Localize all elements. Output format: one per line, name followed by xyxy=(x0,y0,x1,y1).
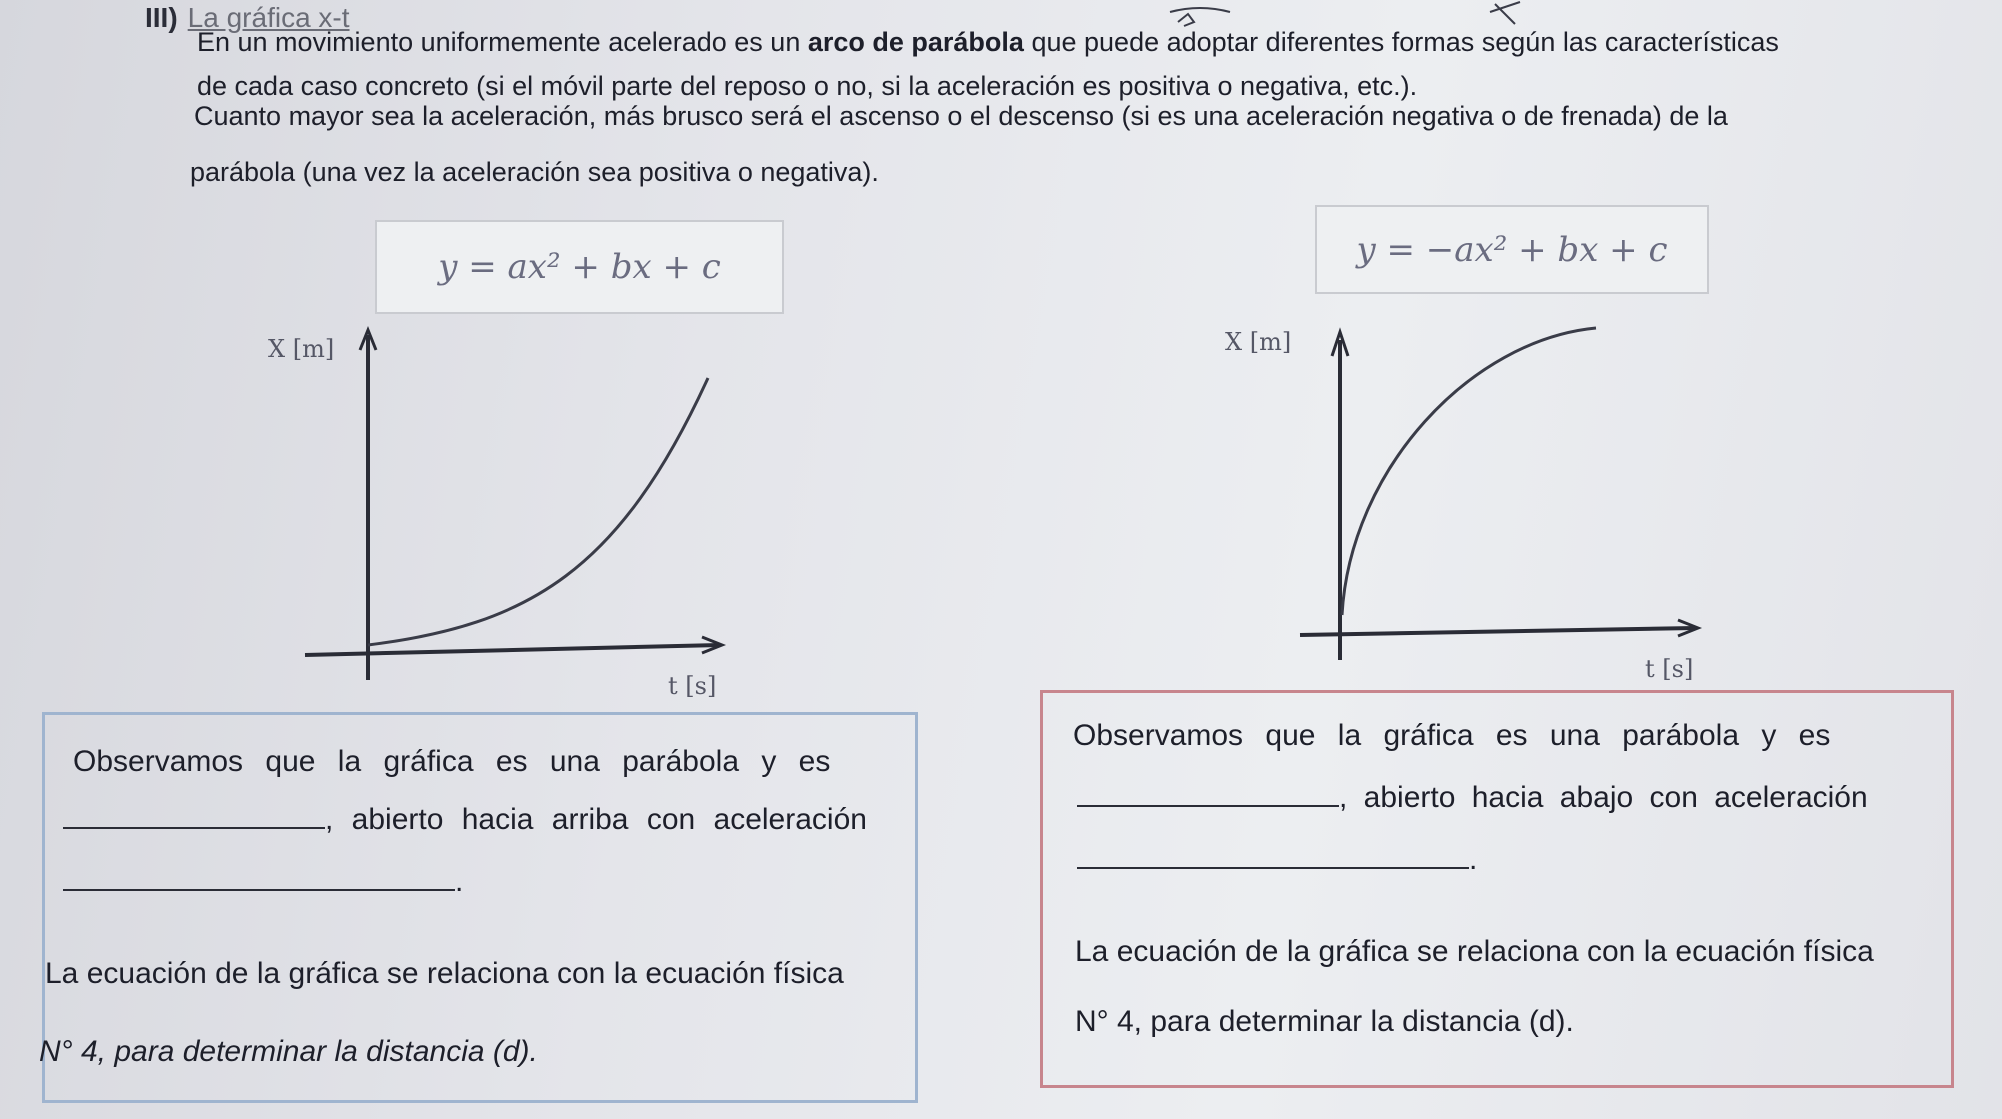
formula-box-left xyxy=(375,220,784,314)
answer-box-right xyxy=(1040,690,1954,1088)
left-box-line-1: Observamos que la gráfica es una parábola y es xyxy=(73,745,831,778)
left-graph xyxy=(290,320,730,690)
left-y-axis-label: X [m] xyxy=(268,335,335,363)
right-box-line-1: Observamos que la gráfica es una parábola y es xyxy=(1073,719,1831,752)
formula-left: y = ax² + bx + c xyxy=(438,247,721,287)
section-title: La gráfica x-t xyxy=(187,2,350,33)
right-box-line-2 xyxy=(1077,781,1868,815)
left-blank-acceleration[interactable] xyxy=(63,889,455,891)
intro-line-3: Cuanto mayor sea la aceleración, más brusco será el ascenso o el descenso (si es una aceleración negativa o de frenada) de la xyxy=(194,101,1728,131)
intro-line-4: parábola (una vez la aceleración sea positiva o negativa). xyxy=(190,157,879,187)
right-graph xyxy=(1290,320,1710,665)
right-box-line-3 xyxy=(1077,843,1477,877)
intro-line-1-start: En un movimiento uniformemente acelerado es un xyxy=(197,27,801,57)
left-box-line-2-text: , abierto hacia arriba con aceleración xyxy=(325,803,867,836)
right-y-axis-label: X [m] xyxy=(1225,328,1292,356)
left-box-line-3-text: . xyxy=(455,865,464,898)
intro-line-1-end: que puede adoptar diferentes formas según las características xyxy=(1031,27,1779,57)
intro-line-2: de cada caso concreto (si el móvil parte del reposo o no, si la aceleración es positiva o negativa, etc.). xyxy=(197,71,1418,101)
intro-line-1 xyxy=(197,26,1779,58)
left-box-line-4: La ecuación de la gráfica se relaciona con la ecuación física xyxy=(45,957,844,990)
answer-box-left xyxy=(39,712,918,1103)
right-x-axis xyxy=(1300,628,1695,635)
left-box-line-2 xyxy=(63,803,867,837)
left-box-line-5: N° 4, para determinar la distancia (d). xyxy=(39,1035,538,1068)
right-blank-concavity[interactable] xyxy=(1077,805,1339,807)
left-x-axis-label: t [s] xyxy=(668,672,717,700)
section-number: III) xyxy=(145,2,178,33)
left-box-line-3 xyxy=(63,865,463,899)
right-box-line-5: N° 4, para determinar la distancia (d). xyxy=(1075,1005,1574,1038)
right-box-line-4: La ecuación de la gráfica se relaciona con la ecuación física xyxy=(1075,935,1874,968)
left-blank-concavity[interactable] xyxy=(63,827,325,829)
intro-bold-phrase: arco de parábola xyxy=(807,27,1024,57)
right-blank-acceleration[interactable] xyxy=(1077,867,1469,869)
right-box-line-2-text: , abierto hacia abajo con aceleración xyxy=(1339,781,1868,814)
right-x-axis-label: t [s] xyxy=(1645,655,1694,683)
left-parabola-curve xyxy=(368,378,708,645)
right-box-line-3-text: . xyxy=(1469,843,1478,876)
formula-right: y = −ax² + bx + c xyxy=(1356,229,1668,270)
formula-box-right xyxy=(1315,205,1709,294)
right-parabola-curve xyxy=(1342,328,1596,615)
